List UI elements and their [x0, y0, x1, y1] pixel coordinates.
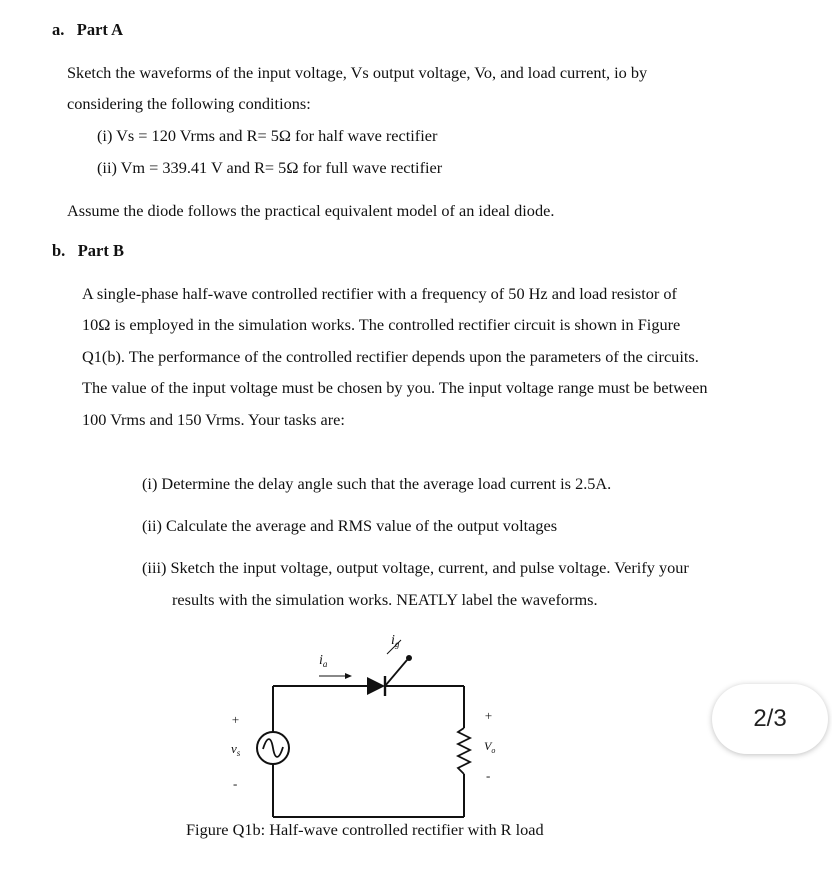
label-plus-left: + [231, 712, 240, 727]
part-b-task-2: (ii) Calculate the average and RMS value of the output voltages [142, 516, 558, 535]
label-vo: $V_o$ [484, 739, 496, 755]
circuit-wires [273, 686, 464, 817]
part-b-paragraph-line: A single-phase half-wave controlled rectifier with a frequency of 50 Hz and load resistor of [82, 284, 677, 303]
part-b-heading [52, 241, 124, 261]
ac-source-icon [257, 732, 289, 764]
part-b-label: b. [52, 241, 66, 260]
part-b-task-3-line2: results with the simulation works. NEATLY label the waveforms. [172, 590, 598, 609]
current-arrow-icon [319, 673, 352, 679]
part-a-title: Part A [76, 20, 124, 39]
part-b-paragraph-line: 10Ω is employed in the simulation works. The controlled rectifier circuit is shown in Figure [82, 315, 681, 334]
part-a-condition-1: (i) Vs = 120 Vrms and R= 5Ω for half wave rectifier [97, 126, 438, 145]
resistor-icon [458, 728, 470, 774]
label-minus-right: - [486, 768, 491, 783]
circuit-diagram [215, 628, 515, 824]
thyristor-icon [367, 640, 412, 696]
part-b-paragraph-line: Q1(b). The performance of the controlled rectifier depends upon the parameters of the circuits. [82, 347, 699, 366]
page-indicator-text: 2/3 [753, 705, 787, 732]
label-minus-left: - [233, 776, 238, 791]
part-b-paragraph-line: 100 Vrms and 150 Vrms. Your tasks are: [82, 410, 345, 429]
part-a-paragraph-line1: Sketch the waveforms of the input voltage, Vs output voltage, Vo, and load current, io by [67, 63, 648, 82]
part-b-title: Part B [77, 241, 124, 260]
part-a-heading [52, 20, 123, 40]
label-vs: $v_s$ [231, 741, 241, 758]
part-a-condition-2: (ii) Vm = 339.41 V and R= 5Ω for full wave rectifier [97, 158, 443, 177]
part-b-task-1: (i) Determine the delay angle such that the average load current is 2.5A. [142, 474, 612, 493]
part-b-paragraph-line: The value of the input voltage must be chosen by you. The input voltage range must be between [82, 378, 708, 397]
part-a-paragraph-line2: considering the following conditions: [67, 94, 311, 113]
figure-caption: Figure Q1b: Half-wave controlled rectifier with R load [186, 820, 544, 839]
part-b-task-3-line1: (iii) Sketch the input voltage, output voltage, current, and pulse voltage. Verify your [142, 558, 689, 577]
part-a-assumption: Assume the diode follows the practical equivalent model of an ideal diode. [67, 201, 555, 220]
page-indicator[interactable] [712, 684, 828, 754]
label-ia: $i_a$ [319, 653, 328, 669]
label-plus-right: + [484, 708, 493, 723]
part-a-label: a. [52, 20, 65, 39]
label-ig: $i_g$ [391, 633, 400, 649]
